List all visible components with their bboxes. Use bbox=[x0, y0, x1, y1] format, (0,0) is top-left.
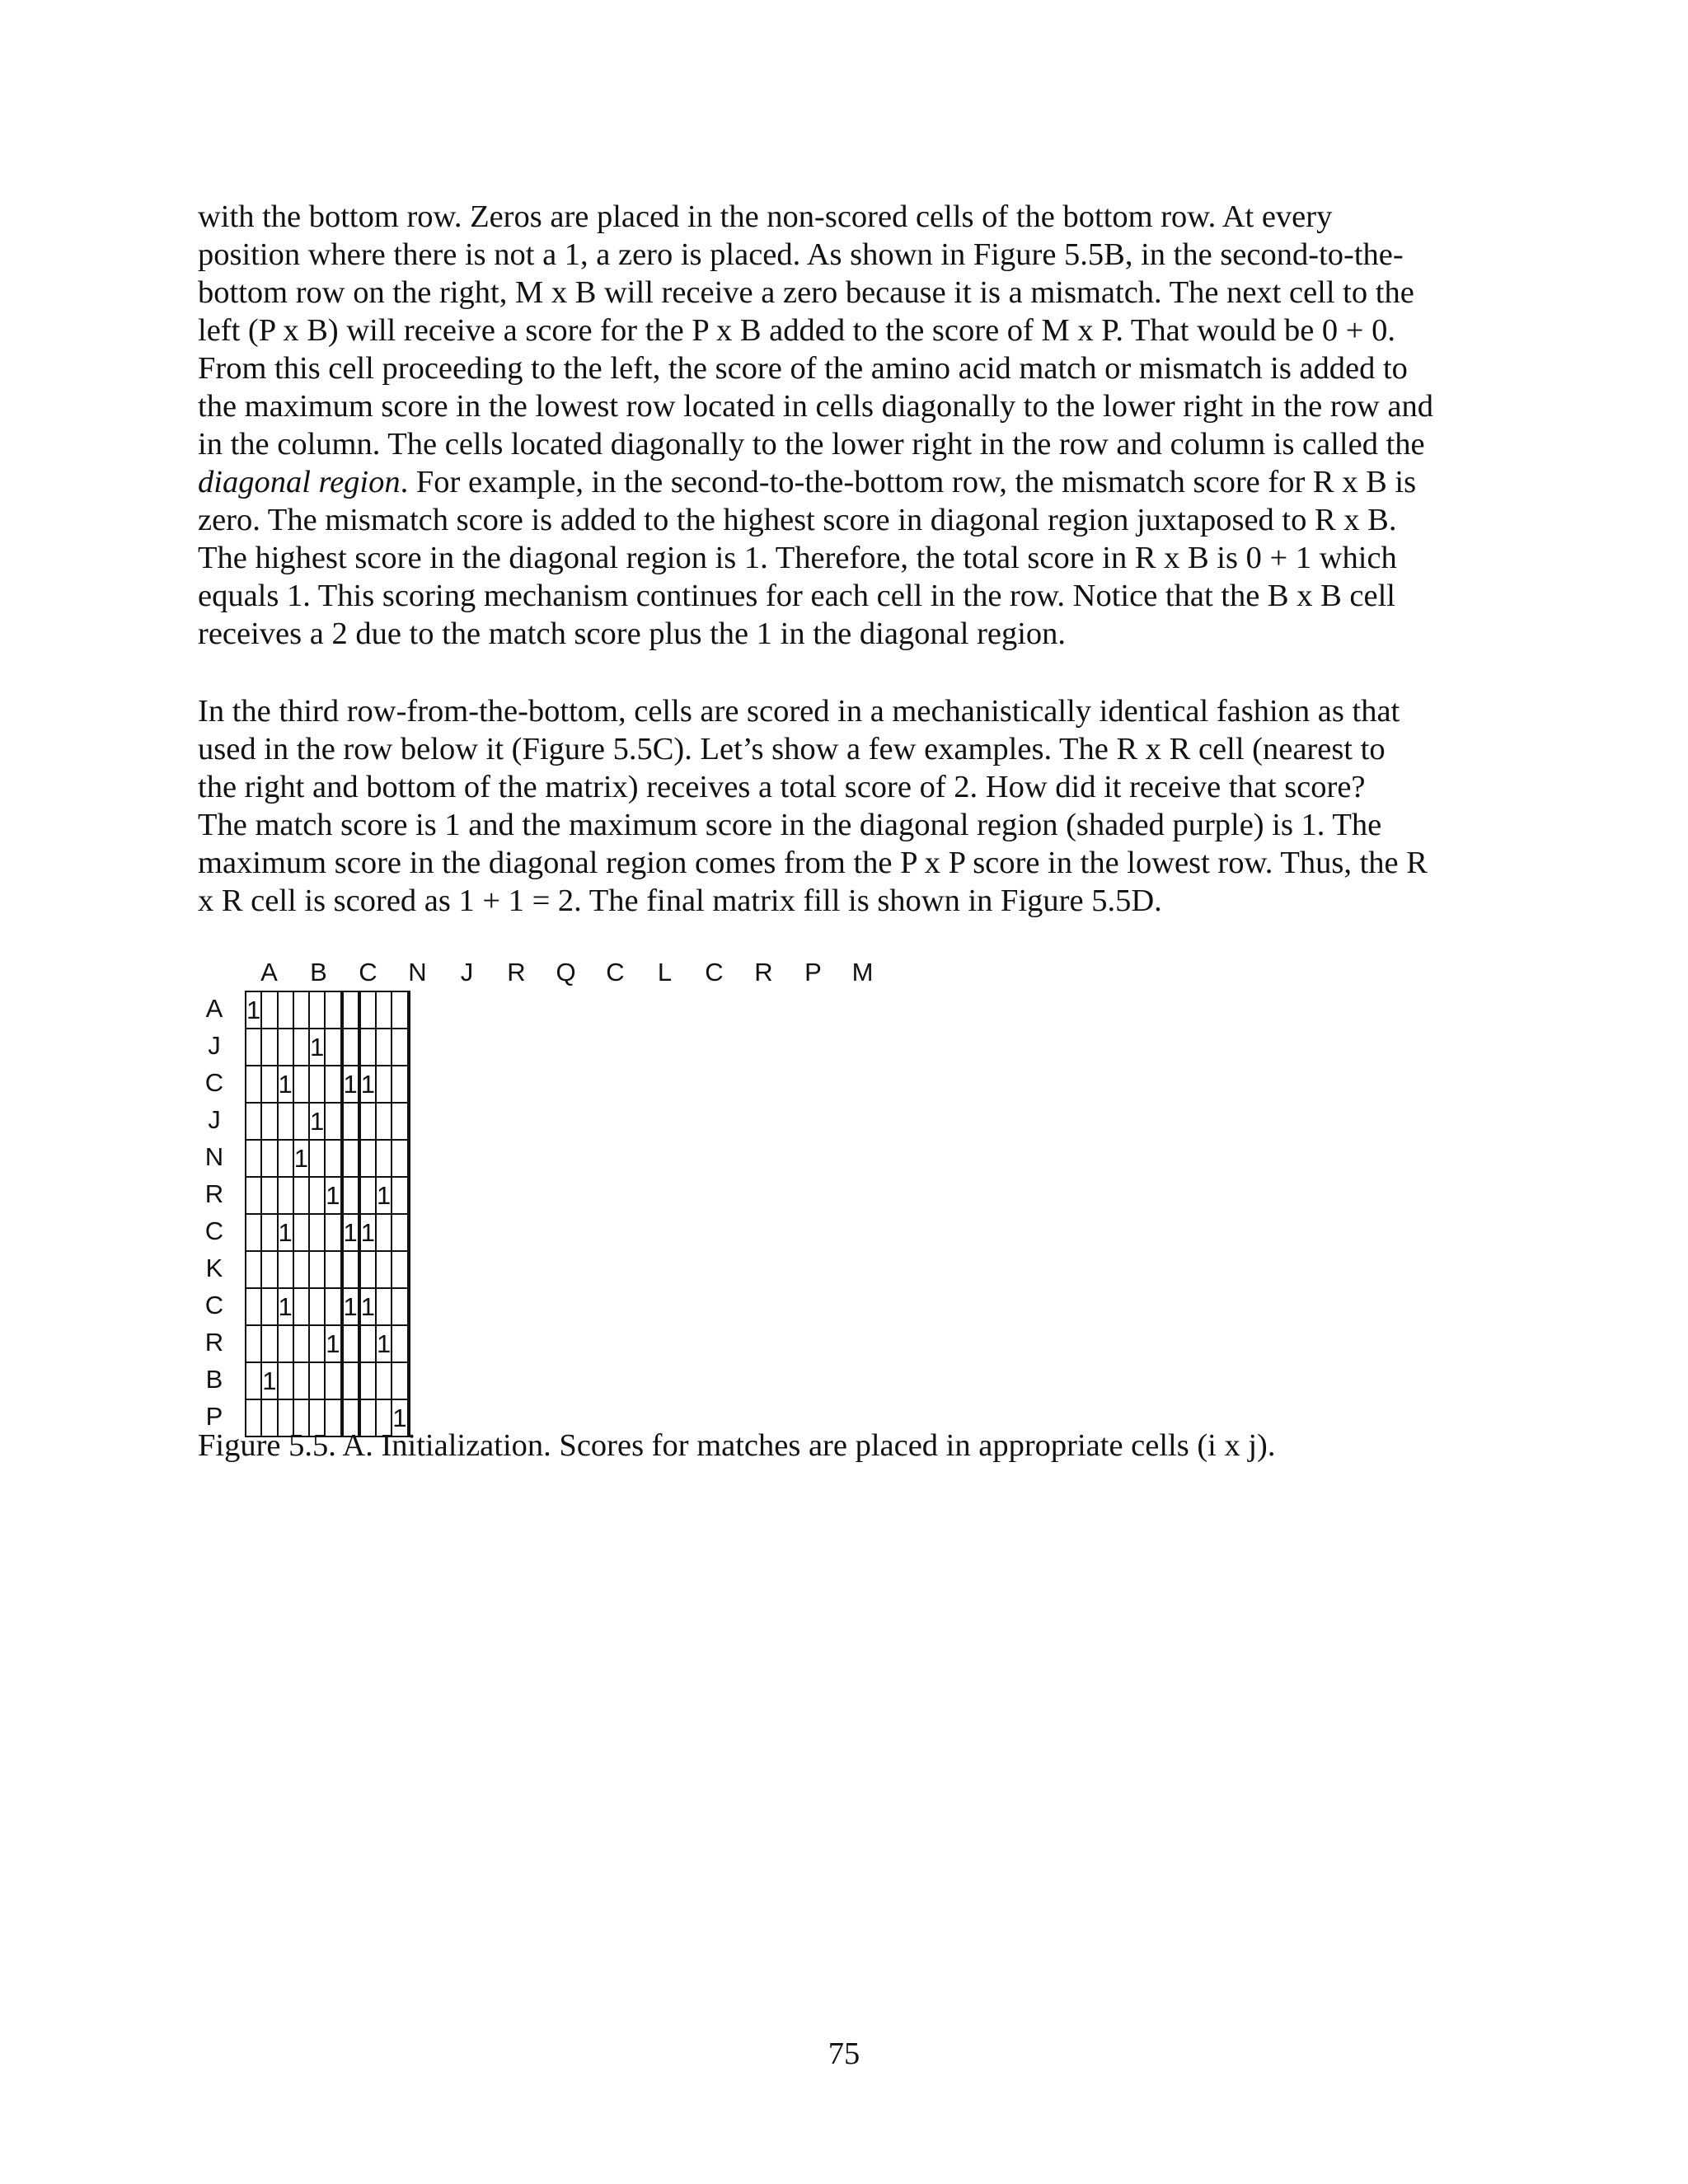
matrix-row bbox=[246, 1251, 410, 1288]
page-number: 75 bbox=[828, 2036, 860, 2071]
matrix-cell bbox=[325, 991, 340, 1029]
matrix-cell bbox=[360, 1251, 376, 1288]
matrix-cell bbox=[293, 1325, 309, 1362]
matrix-cell: 1 bbox=[343, 1214, 359, 1251]
matrix-cell bbox=[309, 1325, 325, 1362]
matrix-cell bbox=[408, 1214, 410, 1251]
text-line: in the column. The cells located diagonally to the lower right in the row and column is called the bbox=[198, 427, 1425, 462]
matrix-cell bbox=[246, 1214, 261, 1251]
matrix-cell: 1 bbox=[343, 1288, 359, 1325]
matrix-cell bbox=[246, 1066, 261, 1103]
matrix-row-label: J bbox=[208, 1031, 221, 1060]
matrix-row-label: C bbox=[204, 1291, 224, 1319]
matrix-cell bbox=[360, 1362, 376, 1399]
matrix-cell bbox=[376, 1288, 392, 1325]
matrix-cell bbox=[246, 1029, 261, 1066]
matrix-cell: 1 bbox=[360, 1288, 376, 1325]
matrix-row bbox=[246, 1177, 410, 1214]
matrix-cell: 1 bbox=[309, 1103, 325, 1140]
matrix-cell bbox=[309, 991, 325, 1029]
matrix-cell bbox=[309, 1214, 325, 1251]
matrix-cell: 1 bbox=[278, 1214, 293, 1251]
text-line bbox=[198, 463, 1492, 501]
matrix-row-label: K bbox=[205, 1254, 223, 1282]
matrix-row-label: J bbox=[208, 1105, 221, 1134]
matrix-cell bbox=[343, 1325, 359, 1362]
matrix-cell bbox=[408, 1103, 410, 1140]
matrix-cell: 1 bbox=[360, 1066, 376, 1103]
matrix-row bbox=[246, 1325, 410, 1362]
matrix-cell bbox=[408, 1288, 410, 1325]
text-run: . For example, in the second-to-the-bottom row, the mismatch score for R x B is bbox=[400, 465, 1417, 499]
matrix-column-label: Q bbox=[556, 958, 576, 987]
matrix-cell bbox=[246, 1362, 261, 1399]
matrix-cell bbox=[343, 1103, 359, 1140]
matrix-cell bbox=[309, 1140, 325, 1177]
matrix-column-label: A bbox=[260, 958, 278, 987]
matrix-cell bbox=[278, 1325, 293, 1362]
matrix-cell bbox=[293, 991, 309, 1029]
matrix-cell: 1 bbox=[246, 991, 261, 1029]
matrix-cell bbox=[392, 1140, 407, 1177]
matrix-cell bbox=[325, 1103, 340, 1140]
matrix-cell bbox=[343, 1177, 359, 1214]
matrix-cell bbox=[376, 1103, 392, 1140]
matrix-cell bbox=[293, 1029, 309, 1066]
matrix-column-label: C bbox=[606, 958, 625, 987]
matrix-cell bbox=[293, 1177, 309, 1214]
matrix-row bbox=[246, 1288, 410, 1325]
matrix-cell bbox=[278, 1177, 293, 1214]
matrix-column-label: M bbox=[851, 958, 874, 987]
matrix-cell bbox=[360, 1140, 376, 1177]
matrix-cell bbox=[408, 1140, 410, 1177]
matrix-cell: 1 bbox=[392, 1399, 407, 1436]
matrix-cell bbox=[309, 1288, 325, 1325]
matrix-cell bbox=[392, 1362, 407, 1399]
matrix-cell bbox=[261, 1214, 277, 1251]
matrix-cell bbox=[309, 1177, 325, 1214]
matrix-cell bbox=[343, 1140, 359, 1177]
matrix-cell bbox=[392, 1288, 407, 1325]
italic-term: diagonal region bbox=[198, 465, 401, 499]
matrix-cell bbox=[392, 1066, 407, 1103]
matrix-column-label: R bbox=[754, 958, 773, 987]
matrix-cell: 1 bbox=[293, 1140, 309, 1177]
matrix-cell: 1 bbox=[325, 1177, 340, 1214]
matrix-cell bbox=[293, 1362, 309, 1399]
matrix-cell bbox=[293, 1066, 309, 1103]
matrix-cell bbox=[408, 1325, 410, 1362]
matrix-cell bbox=[261, 1066, 277, 1103]
matrix-cell bbox=[246, 1251, 261, 1288]
matrix-cell bbox=[246, 1103, 261, 1140]
matrix-cell bbox=[325, 1251, 340, 1288]
matrix-row-label: P bbox=[205, 1402, 223, 1431]
matrix-row bbox=[246, 991, 410, 1029]
text-line: left (P x B) will receive a score for the P x B added to the score of M x P. That would be 0 + 0. bbox=[198, 313, 1396, 348]
matrix-cell bbox=[293, 1288, 309, 1325]
matrix-row bbox=[246, 1103, 410, 1140]
matrix-column-label: C bbox=[705, 958, 724, 987]
matrix-cell bbox=[261, 1288, 277, 1325]
matrix-row-label: R bbox=[204, 1179, 224, 1208]
text-line: the right and bottom of the matrix) receives a total score of 2. How did it receive that score? bbox=[198, 770, 1366, 804]
matrix-cell bbox=[392, 1325, 407, 1362]
text-line: used in the row below it (Figure 5.5C). Let’s show a few examples. The R x R cell (nearest to bbox=[198, 732, 1386, 766]
matrix-cell bbox=[360, 991, 376, 1029]
matrix-cell: 1 bbox=[325, 1325, 340, 1362]
matrix-cell: 1 bbox=[278, 1288, 293, 1325]
matrix-cell bbox=[408, 991, 410, 1029]
matrix-column-label: N bbox=[408, 958, 427, 987]
matrix-cell bbox=[343, 1362, 359, 1399]
text-line: In the third row-from-the-bottom, cells are scored in a mechanistically identical fashion as that bbox=[198, 694, 1400, 729]
matrix-cell bbox=[408, 1029, 410, 1066]
matrix-column-label: L bbox=[657, 958, 673, 987]
matrix-cell bbox=[293, 1103, 309, 1140]
matrix-cell: 1 bbox=[309, 1029, 325, 1066]
matrix-cell bbox=[392, 1029, 407, 1066]
matrix-cell bbox=[261, 1177, 277, 1214]
text-line: the maximum score in the lowest row located in cells diagonally to the lower right in the row and bbox=[198, 389, 1433, 424]
text-line: zero. The mismatch score is added to the highest score in diagonal region juxtaposed to R x B. bbox=[198, 503, 1397, 537]
matrix-cell bbox=[325, 1362, 340, 1399]
matrix-row bbox=[246, 1029, 410, 1066]
matrix-cell bbox=[246, 1177, 261, 1214]
matrix-column-label: B bbox=[310, 958, 327, 987]
text-line: with the bottom row. Zeros are placed in the non-scored cells of the bottom row. At every bbox=[198, 199, 1333, 234]
scoring-matrix bbox=[245, 991, 410, 1437]
matrix-cell bbox=[408, 1362, 410, 1399]
matrix-row-label: B bbox=[205, 1365, 223, 1394]
matrix-column-label: P bbox=[804, 958, 822, 987]
text-line: The highest score in the diagonal region is 1. Therefore, the total score in R x B is 0 + 1 which bbox=[198, 541, 1397, 575]
text-line: The match score is 1 and the maximum score in the diagonal region (shaded purple) is 1. The bbox=[198, 808, 1382, 842]
matrix-cell bbox=[278, 1362, 293, 1399]
matrix-cell: 1 bbox=[261, 1362, 277, 1399]
matrix-row bbox=[246, 1362, 410, 1399]
matrix-cell bbox=[325, 1029, 340, 1066]
matrix-cell: 1 bbox=[343, 1066, 359, 1103]
matrix-cell: 1 bbox=[376, 1325, 392, 1362]
matrix-row-label: C bbox=[204, 1216, 224, 1245]
matrix-cell bbox=[261, 1029, 277, 1066]
matrix-cell bbox=[309, 1362, 325, 1399]
matrix-cell bbox=[261, 991, 277, 1029]
matrix-row-label: C bbox=[204, 1068, 224, 1097]
matrix-cell bbox=[392, 1251, 407, 1288]
text-line: receives a 2 due to the match score plus the 1 in the diagonal region. bbox=[198, 616, 1067, 651]
matrix-cell bbox=[278, 1029, 293, 1066]
body-paragraph-1 bbox=[198, 198, 1492, 653]
matrix-cell: 1 bbox=[360, 1214, 376, 1251]
matrix-cell bbox=[325, 1214, 340, 1251]
matrix-cell: 1 bbox=[278, 1066, 293, 1103]
matrix-cell bbox=[246, 1325, 261, 1362]
matrix-cell bbox=[261, 1140, 277, 1177]
matrix-cell bbox=[392, 1103, 407, 1140]
text-line: maximum score in the diagonal region comes from the P x P score in the lowest row. Thus, the R bbox=[198, 846, 1428, 880]
matrix-cell bbox=[376, 1029, 392, 1066]
matrix-cell bbox=[309, 1066, 325, 1103]
matrix-row-label: A bbox=[205, 994, 223, 1023]
matrix-cell bbox=[360, 1177, 376, 1214]
matrix-cell bbox=[261, 1325, 277, 1362]
matrix-cell: 1 bbox=[376, 1177, 392, 1214]
matrix-cell bbox=[278, 1140, 293, 1177]
matrix-cell bbox=[376, 1214, 392, 1251]
matrix-cell bbox=[261, 1103, 277, 1140]
matrix-cell bbox=[261, 1251, 277, 1288]
matrix-cell bbox=[360, 1325, 376, 1362]
matrix-column-label: J bbox=[460, 958, 474, 987]
matrix-cell bbox=[408, 1066, 410, 1103]
matrix-cell bbox=[278, 991, 293, 1029]
matrix-cell bbox=[343, 991, 359, 1029]
matrix-cell bbox=[325, 1140, 340, 1177]
matrix-cell bbox=[293, 1214, 309, 1251]
text-line: position where there is not a 1, a zero is placed. As shown in Figure 5.5B, in the second-to-the- bbox=[198, 237, 1404, 272]
matrix-cell bbox=[376, 1140, 392, 1177]
text-line: equals 1. This scoring mechanism continues for each cell in the row. Notice that the B x B cell bbox=[198, 579, 1395, 613]
matrix-cell bbox=[343, 1251, 359, 1288]
matrix-cell bbox=[246, 1288, 261, 1325]
matrix-cell bbox=[246, 1140, 261, 1177]
matrix-cell bbox=[360, 1029, 376, 1066]
matrix-cell bbox=[376, 1362, 392, 1399]
matrix-cell bbox=[325, 1288, 340, 1325]
matrix-cell bbox=[325, 1066, 340, 1103]
matrix-cell bbox=[278, 1103, 293, 1140]
text-line: From this cell proceeding to the left, the score of the amino acid match or mismatch is added to bbox=[198, 351, 1408, 386]
matrix-cell bbox=[392, 991, 407, 1029]
matrix-row bbox=[246, 1140, 410, 1177]
matrix-cell bbox=[293, 1251, 309, 1288]
matrix-column-label: C bbox=[359, 958, 377, 987]
matrix-cell bbox=[278, 1251, 293, 1288]
matrix-cell bbox=[309, 1251, 325, 1288]
matrix-cell bbox=[392, 1214, 407, 1251]
matrix-cell bbox=[408, 1177, 410, 1214]
matrix-column-label: R bbox=[507, 958, 526, 987]
figure-caption: Figure 5.5. A. Initialization. Scores for matches are placed in appropriate cells (i x j). bbox=[198, 1428, 1276, 1463]
matrix-cell bbox=[343, 1029, 359, 1066]
matrix-cell bbox=[408, 1251, 410, 1288]
matrix-cell bbox=[376, 1251, 392, 1288]
body-paragraph-2 bbox=[198, 692, 1492, 920]
matrix-row-label: R bbox=[204, 1328, 224, 1357]
text-line: x R cell is scored as 1 + 1 = 2. The final matrix fill is shown in Figure 5.5D. bbox=[198, 883, 1162, 918]
matrix-cell bbox=[392, 1177, 407, 1214]
matrix-cell bbox=[360, 1103, 376, 1140]
matrix-cell bbox=[376, 1066, 392, 1103]
matrix-row-label: N bbox=[204, 1142, 224, 1171]
matrix-row bbox=[246, 1066, 410, 1103]
matrix-cell bbox=[376, 991, 392, 1029]
matrix-row bbox=[246, 1214, 410, 1251]
text-line: bottom row on the right, M x B will receive a zero because it is a mismatch. The next cell to the bbox=[198, 275, 1414, 310]
